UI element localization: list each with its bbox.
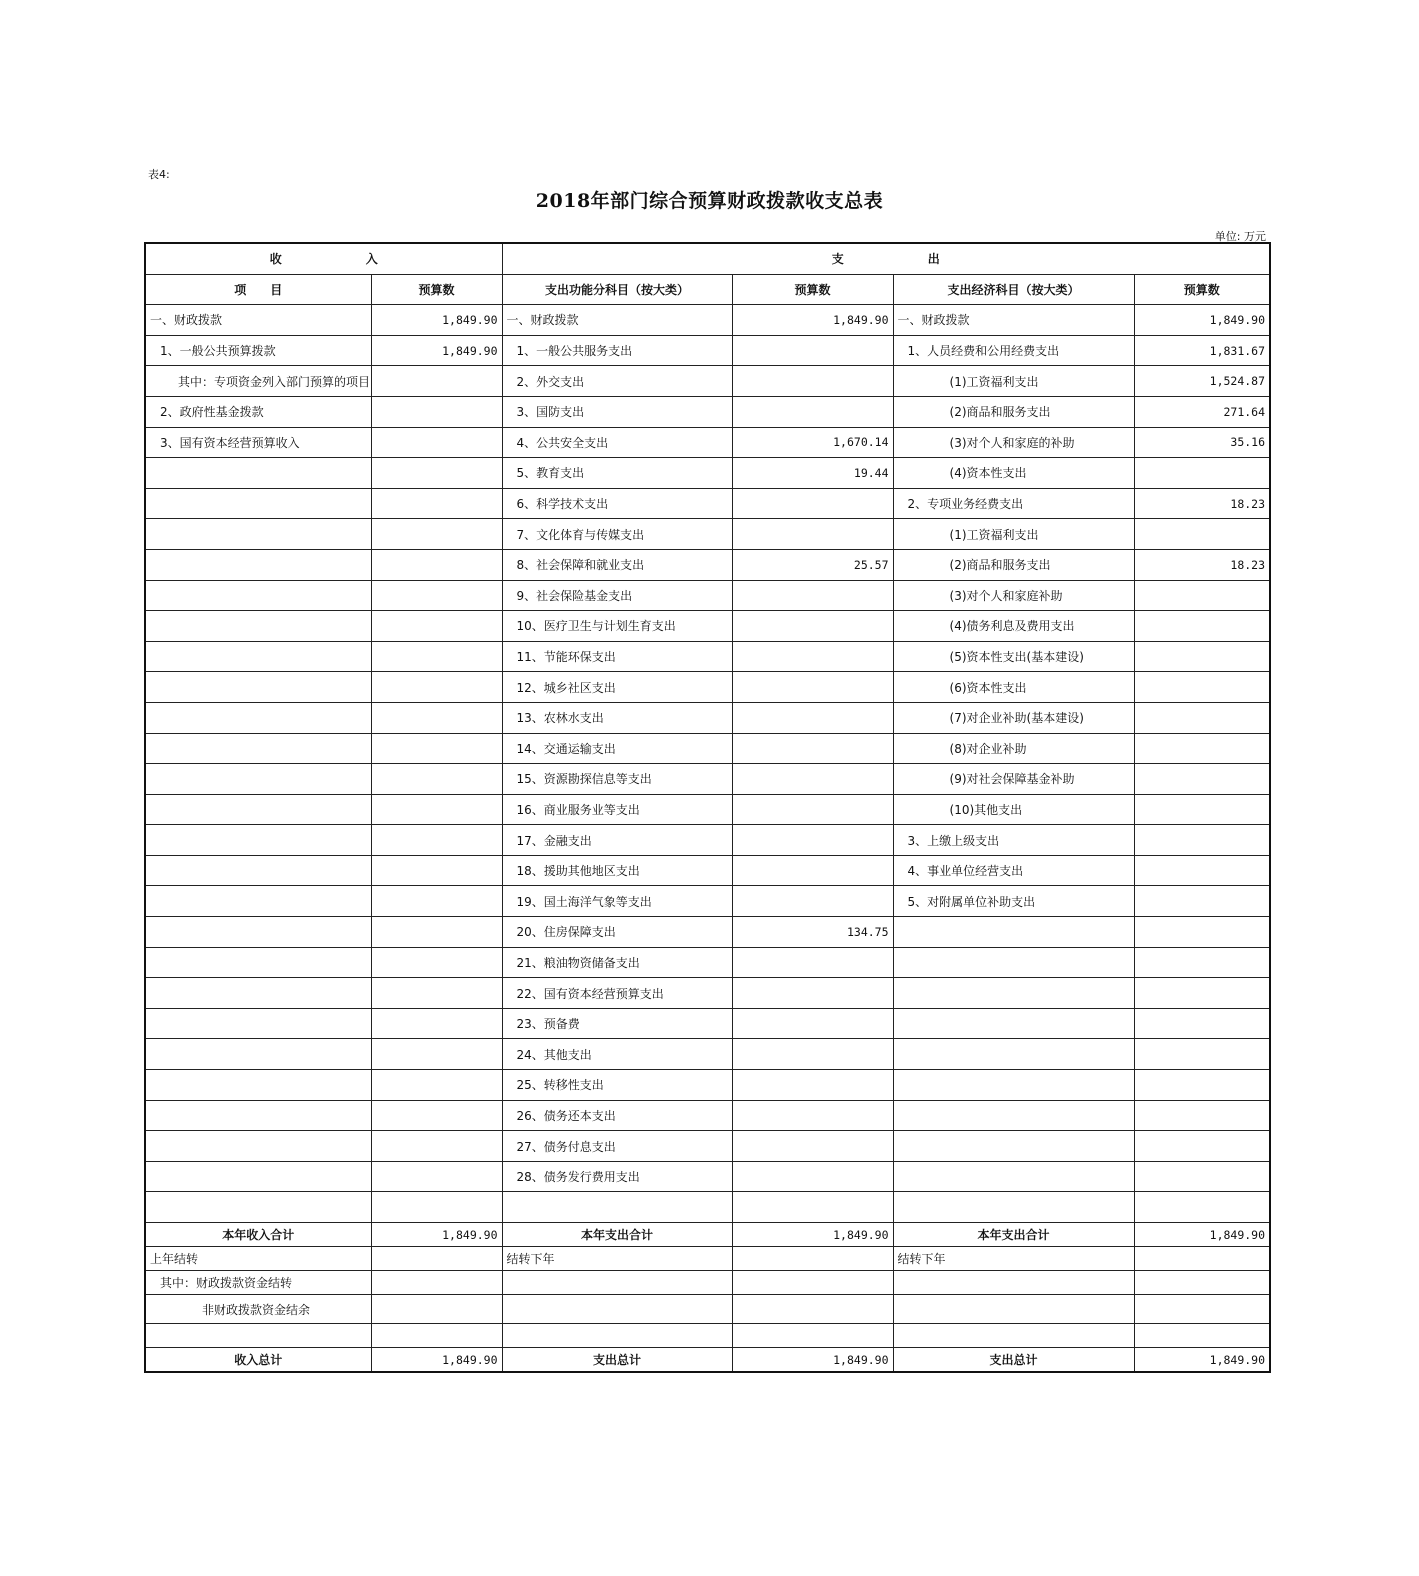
func-item-cell: 28、债务发行费用支出 xyxy=(502,1161,732,1192)
income-item-cell xyxy=(145,549,371,580)
income-budget-cell xyxy=(371,488,502,519)
func-item-cell: 18、援助其他地区支出 xyxy=(502,855,732,886)
func-item-cell: 9、社会保险基金支出 xyxy=(502,580,732,611)
econ-budget-cell: 1,831.67 xyxy=(1134,335,1270,366)
econ-item-cell: 一、财政拨款 xyxy=(893,305,1134,336)
header-row-columns xyxy=(145,274,1270,305)
table-row xyxy=(145,794,1270,825)
econ-budget-cell xyxy=(1134,580,1270,611)
econ-item-cell: 4、事业单位经营支出 xyxy=(893,855,1134,886)
econ-item-cell: 结转下年 xyxy=(893,1247,1134,1271)
econ-budget-cell: 1,849.90 xyxy=(1134,305,1270,336)
econ-budget-cell xyxy=(1134,825,1270,856)
income-item-cell: 1、一般公共预算拨款 xyxy=(145,335,371,366)
table-row xyxy=(145,1161,1270,1192)
income-budget-cell xyxy=(371,917,502,948)
table-row xyxy=(145,1070,1270,1101)
income-budget-cell xyxy=(371,1271,502,1295)
econ-item-cell: 1、人员经费和公用经费支出 xyxy=(893,335,1134,366)
income-item-cell xyxy=(145,672,371,703)
func-budget-cell xyxy=(732,335,893,366)
econ-item-cell: (7)对企业补助(基本建设) xyxy=(893,702,1134,733)
econ-budget-cell xyxy=(1134,1161,1270,1192)
income-budget-cell xyxy=(371,396,502,427)
econ-item-cell: (2)商品和服务支出 xyxy=(893,396,1134,427)
income-item-cell: 其中：财政拨款资金结转 xyxy=(145,1271,371,1295)
func-budget-cell xyxy=(732,672,893,703)
income-item-cell: 其中：专项资金列入部门预算的项目 xyxy=(145,366,371,397)
table-row xyxy=(145,1131,1270,1162)
func-budget-cell xyxy=(732,1324,893,1348)
table-row xyxy=(145,947,1270,978)
income-budget-cell xyxy=(371,580,502,611)
income-item-cell xyxy=(145,978,371,1009)
item-header: 项 目 xyxy=(145,274,371,305)
econ-budget-cell xyxy=(1134,794,1270,825)
table-row xyxy=(145,611,1270,642)
func-item-cell: 12、城乡社区支出 xyxy=(502,672,732,703)
table-row xyxy=(145,305,1270,336)
table-row xyxy=(145,886,1270,917)
func-budget-cell: 134.75 xyxy=(732,917,893,948)
income-item-cell: 一、财政拨款 xyxy=(145,305,371,336)
econ-budget-cell xyxy=(1134,1100,1270,1131)
income-budget-cell xyxy=(371,641,502,672)
income-item-cell xyxy=(145,855,371,886)
func-budget-cell xyxy=(732,886,893,917)
econ-item-cell xyxy=(893,1161,1134,1192)
expense-header: 支 出 xyxy=(502,243,1270,274)
econ-item-cell: (4)债务利息及费用支出 xyxy=(893,611,1134,642)
econ-item-cell: 5、对附属单位补助支出 xyxy=(893,886,1134,917)
table-row xyxy=(145,458,1270,489)
econ-item-cell xyxy=(893,1008,1134,1039)
income-budget-cell xyxy=(371,1070,502,1101)
func-item-cell xyxy=(502,1295,732,1324)
econ-item-cell: (1)工资福利支出 xyxy=(893,366,1134,397)
econ-item-cell: (3)对个人和家庭补助 xyxy=(893,580,1134,611)
income-item-cell xyxy=(145,794,371,825)
func-item-cell: 14、交通运输支出 xyxy=(502,733,732,764)
income-item-cell xyxy=(145,1039,371,1070)
income-budget-cell xyxy=(371,519,502,550)
func-budget-cell xyxy=(732,733,893,764)
income-item-cell xyxy=(145,1070,371,1101)
income-item-cell xyxy=(145,1161,371,1192)
income-budget-cell xyxy=(371,1131,502,1162)
econ-budget-cell xyxy=(1134,1039,1270,1070)
income-budget-cell xyxy=(371,458,502,489)
func-item-cell: 26、债务还本支出 xyxy=(502,1100,732,1131)
income-item-cell xyxy=(145,947,371,978)
econ-budget-cell xyxy=(1134,1247,1270,1271)
income-budget-cell xyxy=(371,427,502,458)
income-item-cell xyxy=(145,1324,371,1348)
income-budget-cell xyxy=(371,733,502,764)
econ-item-cell: 本年支出合计 xyxy=(893,1223,1134,1247)
income-item-cell xyxy=(145,1100,371,1131)
func-budget-cell xyxy=(732,825,893,856)
func-budget-cell: 19.44 xyxy=(732,458,893,489)
func-item-cell: 8、社会保障和就业支出 xyxy=(502,549,732,580)
func-budget-cell xyxy=(732,1100,893,1131)
income-item-cell xyxy=(145,1008,371,1039)
income-budget-cell xyxy=(371,1324,502,1348)
income-budget-cell xyxy=(371,855,502,886)
func-item-cell xyxy=(502,1324,732,1348)
func-item-cell: 21、粮油物资储备支出 xyxy=(502,947,732,978)
budget-table xyxy=(144,242,1271,1373)
income-item-cell xyxy=(145,1131,371,1162)
econ-budget-cell xyxy=(1134,947,1270,978)
income-item-cell xyxy=(145,641,371,672)
func-item-cell: 15、资源勘探信息等支出 xyxy=(502,764,732,795)
econ-budget-header: 预算数 xyxy=(1134,274,1270,305)
income-item-cell xyxy=(145,611,371,642)
income-item-cell: 收入总计 xyxy=(145,1348,371,1373)
table-row xyxy=(145,825,1270,856)
econ-budget-cell xyxy=(1134,1192,1270,1223)
econ-budget-cell xyxy=(1134,978,1270,1009)
func-budget-cell xyxy=(732,611,893,642)
income-item-cell xyxy=(145,917,371,948)
econ-item-cell xyxy=(893,1131,1134,1162)
econ-budget-cell xyxy=(1134,886,1270,917)
year-total-row xyxy=(145,1223,1270,1247)
econ-subject-header: 支出经济科目（按大类） xyxy=(893,274,1134,305)
income-item-cell xyxy=(145,702,371,733)
func-budget-cell: 1,849.90 xyxy=(732,1348,893,1373)
func-budget-cell xyxy=(732,978,893,1009)
income-budget-cell xyxy=(371,1161,502,1192)
econ-item-cell: (9)对社会保障基金补助 xyxy=(893,764,1134,795)
func-item-cell: 11、节能环保支出 xyxy=(502,641,732,672)
func-budget-cell xyxy=(732,519,893,550)
table-row xyxy=(145,580,1270,611)
income-budget-cell: 1,849.90 xyxy=(371,305,502,336)
econ-budget-cell xyxy=(1134,733,1270,764)
econ-item-cell xyxy=(893,1271,1134,1295)
econ-item-cell: (1)工资福利支出 xyxy=(893,519,1134,550)
income-budget-cell xyxy=(371,611,502,642)
econ-item-cell: (3)对个人和家庭的补助 xyxy=(893,427,1134,458)
func-budget-cell xyxy=(732,1192,893,1223)
func-item-cell: 结转下年 xyxy=(502,1247,732,1271)
econ-item-cell: (8)对企业补助 xyxy=(893,733,1134,764)
func-item-cell: 5、教育支出 xyxy=(502,458,732,489)
econ-item-cell: 3、上缴上级支出 xyxy=(893,825,1134,856)
income-item-cell: 非财政拨款资金结余 xyxy=(145,1295,371,1324)
table-row xyxy=(145,978,1270,1009)
econ-item-cell: (5)资本性支出(基本建设) xyxy=(893,641,1134,672)
func-budget-cell xyxy=(732,1247,893,1271)
carry-row xyxy=(145,1324,1270,1348)
func-item-cell: 16、商业服务业等支出 xyxy=(502,794,732,825)
econ-budget-cell xyxy=(1134,519,1270,550)
income-budget-cell xyxy=(371,672,502,703)
func-budget-cell xyxy=(732,794,893,825)
carry-row xyxy=(145,1247,1270,1271)
econ-item-cell xyxy=(893,1192,1134,1223)
income-budget-cell xyxy=(371,1008,502,1039)
econ-item-cell xyxy=(893,1039,1134,1070)
func-budget-cell xyxy=(732,702,893,733)
func-budget-cell: 1,849.90 xyxy=(732,305,893,336)
income-item-cell xyxy=(145,886,371,917)
income-item-cell: 2、政府性基金拨款 xyxy=(145,396,371,427)
func-budget-cell xyxy=(732,947,893,978)
econ-budget-cell: 35.16 xyxy=(1134,427,1270,458)
econ-budget-cell xyxy=(1134,1008,1270,1039)
table-row xyxy=(145,488,1270,519)
func-item-cell: 2、外交支出 xyxy=(502,366,732,397)
func-budget-cell xyxy=(732,1039,893,1070)
table-row xyxy=(145,335,1270,366)
income-budget-cell xyxy=(371,1039,502,1070)
income-item-cell: 本年收入合计 xyxy=(145,1223,371,1247)
unit-label: 单位: 万元 xyxy=(1214,230,1266,243)
econ-budget-cell xyxy=(1134,917,1270,948)
table-row xyxy=(145,519,1270,550)
econ-budget-cell xyxy=(1134,1131,1270,1162)
func-budget-cell xyxy=(732,1271,893,1295)
econ-item-cell xyxy=(893,1100,1134,1131)
func-item-cell: 本年支出合计 xyxy=(502,1223,732,1247)
econ-item-cell xyxy=(893,917,1134,948)
econ-budget-cell xyxy=(1134,672,1270,703)
econ-budget-cell xyxy=(1134,611,1270,642)
income-item-cell: 上年结转 xyxy=(145,1247,371,1271)
income-budget-cell xyxy=(371,366,502,397)
func-item-cell: 1、一般公共服务支出 xyxy=(502,335,732,366)
income-budget-cell xyxy=(371,794,502,825)
func-item-cell: 4、公共安全支出 xyxy=(502,427,732,458)
income-budget-cell xyxy=(371,1192,502,1223)
func-item-cell: 10、医疗卫生与计划生育支出 xyxy=(502,611,732,642)
func-budget-cell xyxy=(732,366,893,397)
func-budget-cell: 1,670.14 xyxy=(732,427,893,458)
income-item-cell xyxy=(145,733,371,764)
func-item-cell: 17、金融支出 xyxy=(502,825,732,856)
table-row xyxy=(145,917,1270,948)
econ-budget-cell: 18.23 xyxy=(1134,549,1270,580)
econ-budget-cell xyxy=(1134,855,1270,886)
econ-budget-cell: 1,524.87 xyxy=(1134,366,1270,397)
income-budget-cell: 1,849.90 xyxy=(371,1348,502,1373)
income-item-cell xyxy=(145,1192,371,1223)
income-item-cell xyxy=(145,825,371,856)
income-budget-cell xyxy=(371,1247,502,1271)
econ-budget-cell xyxy=(1134,1271,1270,1295)
econ-budget-cell xyxy=(1134,1324,1270,1348)
func-item-cell: 23、预备费 xyxy=(502,1008,732,1039)
income-item-cell xyxy=(145,764,371,795)
econ-item-cell: (4)资本性支出 xyxy=(893,458,1134,489)
func-budget-cell xyxy=(732,580,893,611)
func-budget-cell xyxy=(732,396,893,427)
grand-total-row xyxy=(145,1348,1270,1373)
econ-item-cell: 支出总计 xyxy=(893,1348,1134,1373)
table-row xyxy=(145,366,1270,397)
econ-budget-cell: 18.23 xyxy=(1134,488,1270,519)
func-budget-header: 预算数 xyxy=(732,274,893,305)
func-item-cell: 7、文化体育与传媒支出 xyxy=(502,519,732,550)
func-budget-cell xyxy=(732,1295,893,1324)
income-budget-cell xyxy=(371,886,502,917)
table-row xyxy=(145,549,1270,580)
econ-item-cell: (10)其他支出 xyxy=(893,794,1134,825)
econ-item-cell: (2)商品和服务支出 xyxy=(893,549,1134,580)
func-item-cell: 20、住房保障支出 xyxy=(502,917,732,948)
func-budget-cell xyxy=(732,1131,893,1162)
econ-item-cell xyxy=(893,978,1134,1009)
table-row xyxy=(145,396,1270,427)
econ-item-cell xyxy=(893,1295,1134,1324)
carry-row xyxy=(145,1295,1270,1324)
func-item-cell: 25、转移性支出 xyxy=(502,1070,732,1101)
table-row xyxy=(145,1039,1270,1070)
econ-budget-cell xyxy=(1134,764,1270,795)
func-budget-cell xyxy=(732,1070,893,1101)
table-row xyxy=(145,764,1270,795)
income-budget-cell xyxy=(371,825,502,856)
func-budget-cell: 1,849.90 xyxy=(732,1223,893,1247)
table-row xyxy=(145,1008,1270,1039)
income-budget-cell xyxy=(371,1295,502,1324)
func-item-cell: 3、国防支出 xyxy=(502,396,732,427)
func-budget-cell xyxy=(732,764,893,795)
econ-budget-cell: 271.64 xyxy=(1134,396,1270,427)
func-item-cell: 19、国土海洋气象等支出 xyxy=(502,886,732,917)
income-budget-cell: 1,849.90 xyxy=(371,1223,502,1247)
table-row xyxy=(145,1192,1270,1223)
income-item-cell xyxy=(145,488,371,519)
func-budget-cell: 25.57 xyxy=(732,549,893,580)
income-budget-cell xyxy=(371,702,502,733)
func-subject-header: 支出功能分科目（按大类） xyxy=(502,274,732,305)
econ-budget-cell: 1,849.90 xyxy=(1134,1223,1270,1247)
func-item-cell: 支出总计 xyxy=(502,1348,732,1373)
econ-item-cell: (6)资本性支出 xyxy=(893,672,1134,703)
income-budget-cell: 1,849.90 xyxy=(371,335,502,366)
func-item-cell: 13、农林水支出 xyxy=(502,702,732,733)
table-row xyxy=(145,702,1270,733)
func-item-cell xyxy=(502,1271,732,1295)
func-budget-cell xyxy=(732,488,893,519)
econ-item-cell xyxy=(893,1070,1134,1101)
table-number-label: 表4: xyxy=(148,168,170,181)
income-budget-header: 预算数 xyxy=(371,274,502,305)
econ-item-cell xyxy=(893,1324,1134,1348)
table-row xyxy=(145,855,1270,886)
econ-budget-cell xyxy=(1134,458,1270,489)
income-item-cell xyxy=(145,580,371,611)
func-item-cell: 6、科学技术支出 xyxy=(502,488,732,519)
econ-budget-cell xyxy=(1134,1070,1270,1101)
func-budget-cell xyxy=(732,1008,893,1039)
income-budget-cell xyxy=(371,764,502,795)
func-item-cell: 27、债务付息支出 xyxy=(502,1131,732,1162)
table-row xyxy=(145,641,1270,672)
income-item-cell xyxy=(145,519,371,550)
table-row xyxy=(145,1100,1270,1131)
income-header: 收 入 xyxy=(145,243,502,274)
table-row xyxy=(145,427,1270,458)
econ-budget-cell xyxy=(1134,702,1270,733)
income-item-cell: 3、国有资本经营预算收入 xyxy=(145,427,371,458)
income-budget-cell xyxy=(371,978,502,1009)
header-row-top xyxy=(145,243,1270,274)
func-budget-cell xyxy=(732,641,893,672)
econ-budget-cell: 1,849.90 xyxy=(1134,1348,1270,1373)
func-budget-cell xyxy=(732,855,893,886)
func-item-cell: 22、国有资本经营预算支出 xyxy=(502,978,732,1009)
func-item-cell xyxy=(502,1192,732,1223)
income-budget-cell xyxy=(371,549,502,580)
func-item-cell: 24、其他支出 xyxy=(502,1039,732,1070)
page-title: 2018年部门综合预算财政拨款收支总表 xyxy=(535,190,884,212)
carry-row xyxy=(145,1271,1270,1295)
econ-item-cell: 2、专项业务经费支出 xyxy=(893,488,1134,519)
table-row xyxy=(145,733,1270,764)
income-item-cell xyxy=(145,458,371,489)
econ-budget-cell xyxy=(1134,1295,1270,1324)
econ-item-cell xyxy=(893,947,1134,978)
income-budget-cell xyxy=(371,947,502,978)
func-item-cell: 一、财政拨款 xyxy=(502,305,732,336)
table-row xyxy=(145,672,1270,703)
econ-budget-cell xyxy=(1134,641,1270,672)
func-budget-cell xyxy=(732,1161,893,1192)
income-budget-cell xyxy=(371,1100,502,1131)
